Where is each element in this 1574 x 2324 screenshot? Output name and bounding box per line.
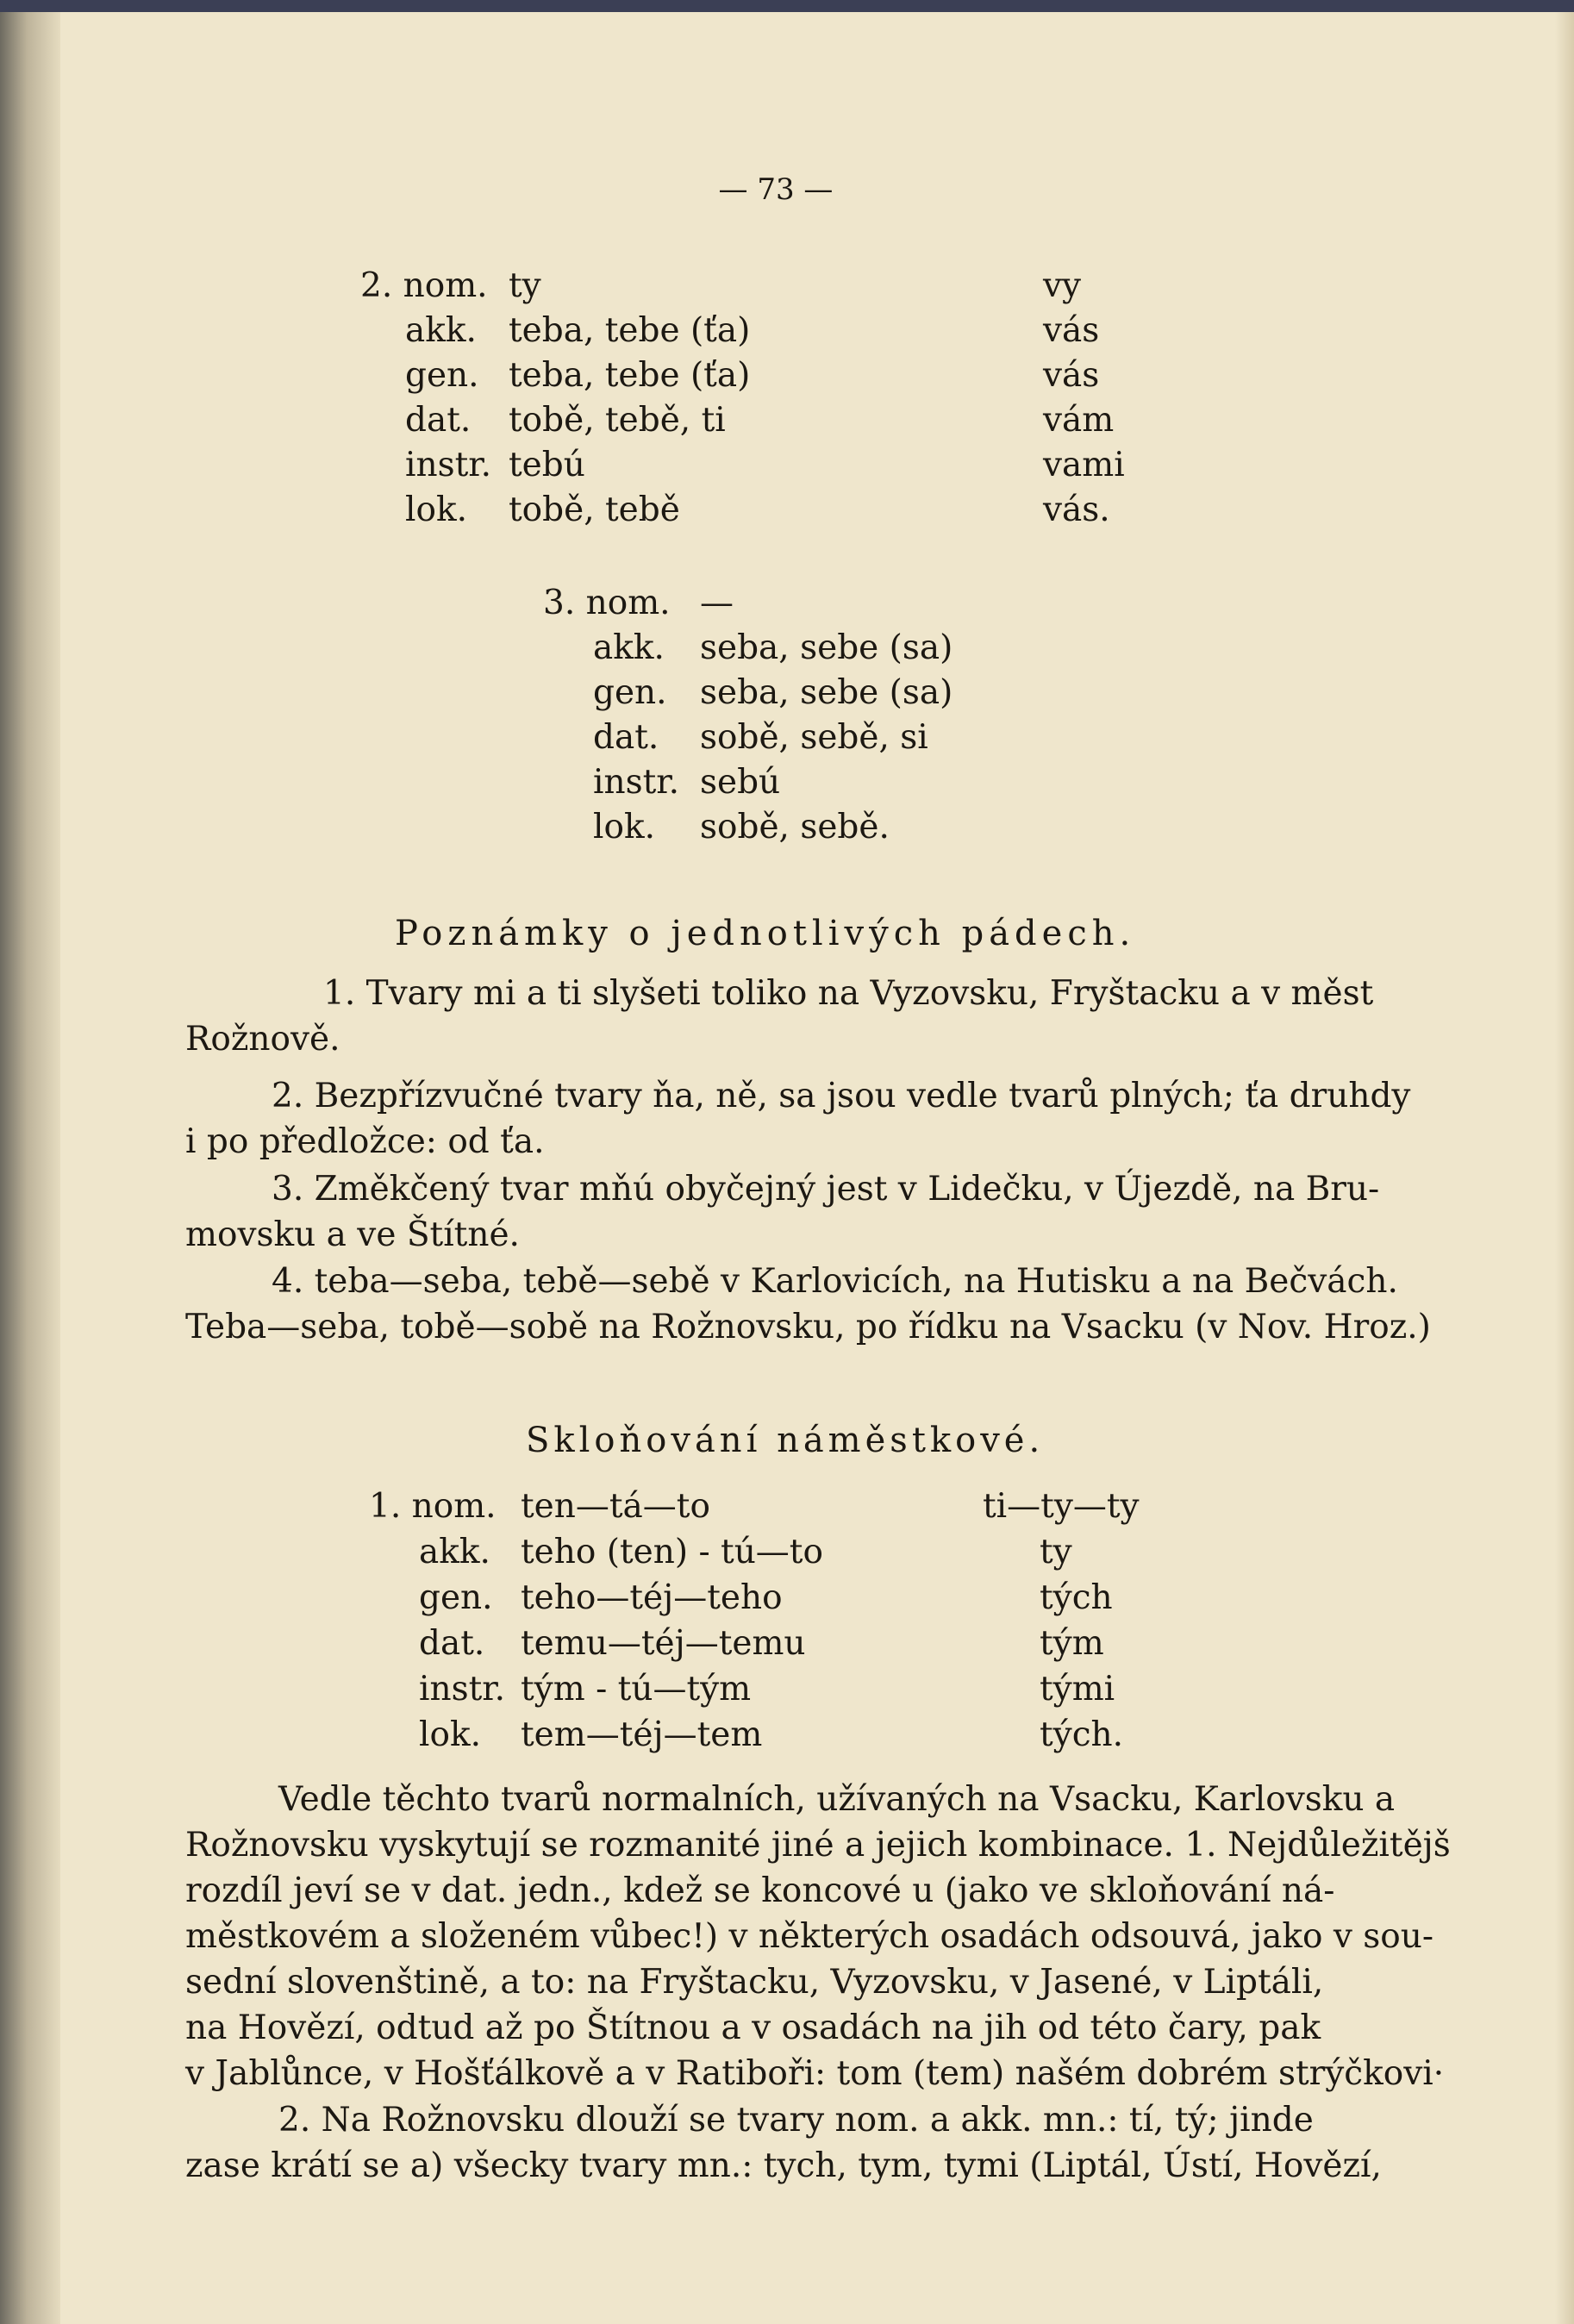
demonstrative-heading: Skloňování náměstkové. [526,1421,1045,1460]
note-1 [185,971,1383,1062]
case-label: 1. nom. [369,1487,497,1526]
plural-form: vás. [1043,490,1110,529]
note-line: movsku a ve Štítné. [185,1215,520,1254]
body-line: v Jablůnce, v Hošťálkově a v Ratiboři: tom (tem) našém dobrém strýčkovi· [185,2054,1445,2093]
singular-form: teba, tebe (ťa) [509,311,751,350]
note-3 [185,1166,1383,1258]
note-line: Rožnově. [185,1020,340,1059]
note-4 [185,1259,1431,1350]
case-label: lok. [593,808,655,847]
case-label: gen. [419,1578,493,1617]
body-line: sední slovenštině, a to: na Fryštacku, Vyzovsku, v Jasené, v Liptáli, [185,1963,1324,2002]
singular-form: tobě, tebě, ti [509,401,726,440]
case-label: gen. [405,356,479,395]
case-label: akk. [405,311,477,350]
plural-form: vás [1043,356,1100,395]
singular-form: ty [509,266,541,305]
body-line: 2. Na Rožnovsku dlouží se tvary nom. a akk. mn.: tí, tý; jinde [278,2101,1314,2140]
note-line: i po předložce: od ťa. [185,1122,545,1161]
reflexive-form: — [700,584,734,622]
body-paragraph-1 [185,1777,1451,2096]
case-label: dat. [419,1624,485,1663]
case-label: akk. [593,628,665,667]
plural-form: tými [1040,1670,1115,1709]
case-label: 3. nom. [543,584,671,622]
reflexive-form: sobě, sebě, si [700,718,928,757]
plural-form: vy [1043,266,1082,305]
case-label: lok. [419,1715,481,1754]
case-label: lok. [405,490,467,529]
singular-form: tým - tú—tým [521,1670,752,1709]
reflexive-form: sobě, sebě. [700,808,890,847]
body-line: městkovém a složeném vůbec!) v některých osadách odsouvá, jako v sou- [185,1917,1434,1956]
case-label: instr. [419,1670,506,1709]
reflexive-form: sebú [700,763,781,802]
reflexive-form: seba, sebe (sa) [700,628,953,667]
singular-form: tebú [509,446,585,484]
case-label: akk. [419,1533,490,1571]
body-paragraph-2 [185,2097,1383,2189]
plural-form: vás [1043,311,1100,350]
body-line: na Hovězí, odtud až po Štítnou a v osadách na jih od této čary, pak [185,2009,1321,2047]
reflexive-form: seba, sebe (sa) [700,673,953,712]
singular-form: teho (ten) - tú—to [521,1533,823,1571]
case-label: instr. [593,763,680,802]
note-2 [185,1073,1411,1165]
note-line: 2. Bezpřízvučné tvary ňa, ně, sa jsou vedle tvarů plných; ťa druhdy [272,1077,1411,1115]
singular-form: tobě, tebě [509,490,680,529]
singular-form: tem—téj—tem [521,1715,763,1754]
note-line: Teba—seba, tobě—sobě na Rožnovsku, po řídku na Vsacku (v Nov. Hroz.) [185,1308,1431,1346]
plural-form: ty [1040,1533,1072,1571]
note-line: 3. Změkčený tvar mňú obyčejný jest v Lidečku, v Újezdě, na Bru- [272,1170,1380,1209]
plural-form: tým [1040,1624,1104,1663]
singular-form: teba, tebe (ťa) [509,356,751,395]
notes-heading: Poznámky o jednotlivých pádech. [395,914,1136,953]
body-line: Rožnovsku vyskytují se rozmanité jiné a jejich kombinace. 1. Nejdůležitějš [185,1826,1451,1865]
plural-form: vám [1043,401,1115,440]
body-line: rozdíl jeví se v dat. jedn., kdež se koncové u (jako ve skloňování ná- [185,1871,1335,1910]
body-line: Vedle těchto tvarů normalních, užívaných na Vsacku, Karlovsku a [278,1780,1396,1819]
singular-form: ten—tá—to [521,1487,710,1526]
case-label: instr. [405,446,492,484]
page-number: — 73 — [718,172,834,207]
plural-form: tých [1040,1578,1113,1617]
singular-form: teho—téj—teho [521,1578,783,1617]
body-line: zase krátí se a) všecky tvary mn.: tych, tym, tymi (Liptál, Ústí, Hovězí, [185,2146,1382,2185]
case-label: dat. [593,718,659,757]
plural-form: ti—ty—ty [983,1487,1140,1526]
note-line: 4. teba—seba, tebě—sebě v Karlovicích, na Hutisku a na Bečvách. [272,1262,1398,1301]
singular-form: temu—téj—temu [521,1624,806,1663]
plural-form: tých. [1040,1715,1124,1754]
case-label: gen. [593,673,667,712]
plural-form: vami [1043,446,1125,484]
case-label: dat. [405,401,472,440]
case-label: 2. nom. [360,266,488,305]
note-line: 1. Tvary mi a ti slyšeti toliko na Vyzovsku, Fryštacku a v měst [323,974,1374,1013]
